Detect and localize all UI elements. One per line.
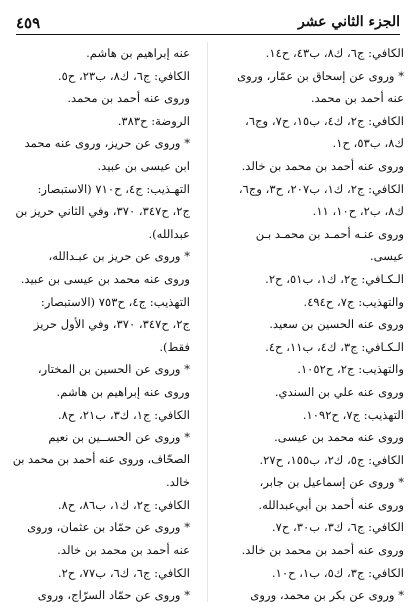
text-line: الكافي: ج٢، ك١، ب٢٠٧، ح٣، وج٦، [238, 181, 404, 196]
text-line: ك٨، ب٥٣، ح١. [332, 136, 404, 151]
text-line: * وروى عن حريز، وروى عنه محمد [24, 136, 190, 151]
text-line: عنه إبراهيم بن هاشم. [86, 46, 190, 60]
text-line: الصحّاف، وروى عنه أحمد بن محمد بن [12, 452, 190, 466]
text-line: * وروى عن حمّاد السرّاج، وروى [37, 588, 190, 603]
text-line: فقط). [159, 339, 190, 354]
right-column [224, 42, 404, 607]
text-line: وروى عنه إبراهيم بن هاشم. [56, 384, 190, 399]
text-line: التهـذيب: ج٤، ح٧١٠ (الاستبصار: [37, 181, 190, 196]
text-line: * وروى عن إسماعيل بن جابر، [259, 475, 404, 490]
text-line: ج٢، ح٣٤٧، ٣٧٠، وفي الثاني حريز بن [15, 204, 190, 219]
text-line: وروى عنه محمد بن عيسى بن عبيد. [20, 271, 190, 286]
text-line: الكافي: ج٥، ك٢، ب١٥٥، ح٢٧. [259, 452, 404, 467]
text-line: * وروى عن الحسين بن المختار، [37, 362, 190, 377]
text-line: ج٢، ح٣٤٧، ٣٧٠، وفي الأول حريز [33, 317, 190, 332]
text-line: والتهذيب: ج٧، ح٤٩٤. [303, 294, 404, 309]
text-line: وروى عنه محمد بن عيسى. [274, 430, 404, 445]
running-title: الجزء الثاني عشر [297, 14, 400, 30]
text-line: الكافي: ج٢، ك٤، ب١٥، ح٧، وج٦، [245, 113, 404, 128]
text-line: ك٨، ب٢، ح١٠، ١١. [312, 204, 404, 219]
text-line: الكافي: ج٦، ك٣، ب٣٠، ح٧. [271, 520, 404, 535]
text-line: الكافي: ج١، ك٣، ب٢١، ح٨. [57, 407, 190, 422]
text-line: وروى عنـه أحمـد بن محمـد بـن [255, 226, 404, 241]
text-line: وروى عنه أحمد بن أبي‌عبدالله. [258, 497, 404, 512]
left-column [10, 42, 190, 607]
text-line: وروى عنه أحمد بن محمد. [67, 91, 190, 106]
text-line: الـكـافي: ج٢، ك١، ب٥١، ح٢. [265, 271, 404, 286]
text-line: التهذيب: ج٤، ح٧٥٣ (الاستبصار: [40, 294, 190, 309]
text-line: الكافي: ج٢، ك١، ب٨٦، ح٨. [57, 497, 190, 512]
text-line: خالد. [165, 475, 190, 490]
text-line: * وروى عن الحســين بن نعيم [48, 430, 190, 445]
page-header [16, 14, 400, 34]
text-line: عبدالله). [148, 226, 190, 241]
text-line: * وروى عن حريز بن عبـدالله، [48, 249, 190, 264]
text-line: عيسى. [369, 249, 404, 264]
text-line: * وروى عن إسحاق بن عمّار، وروى [237, 68, 404, 83]
text-line: الكافي: ج٦، ك٨، ب٤٣، ح١٤. [265, 46, 404, 60]
text-line: وروى عنه أحمد بن محمد بن خالد. [241, 543, 404, 558]
text-line: الكافي: ج٦، ك٦، ب٧٧، ح٢. [57, 565, 190, 580]
text-line: الـكـافي: ج٣، ك٤، ب١١، ح٤. [265, 339, 404, 354]
text-line: وروى عنه علي بن السندي. [274, 384, 404, 399]
text-line: وروى عنه أحمد بن محمد بن خالد. [241, 158, 404, 173]
header-rule [16, 34, 400, 35]
text-line: والتهذيب: ج٢، ح١٠٥٢. [297, 362, 404, 377]
text-line: التهذيب: ج٧، ح١٠٩٢. [302, 407, 404, 422]
column-divider [207, 42, 208, 602]
text-line: ابن عيسى بن عبيد. [97, 158, 190, 173]
text-line: * وروى عن بكر بن محمد، وروى [250, 588, 404, 603]
text-line: الروضة: ح٣٨٣. [117, 113, 190, 128]
text-line: * وروى عن حمّاد بن عثمان، وروى [27, 520, 190, 535]
text-line: عنه أحمد بن محمد. [310, 91, 404, 106]
text-line: الكافي: ج٣، ك٥، ب١، ح١٠. [271, 565, 404, 580]
text-line: عنه أحمد بن محمد بن خالد. [57, 543, 190, 558]
text-line: الكافي: ج٦، ك٨، ب٢٣، ح٥. [57, 68, 190, 83]
page-number: ٤٥٩ [16, 14, 41, 32]
text-line: وروى عنه الحسين بن سعيد. [269, 317, 404, 332]
